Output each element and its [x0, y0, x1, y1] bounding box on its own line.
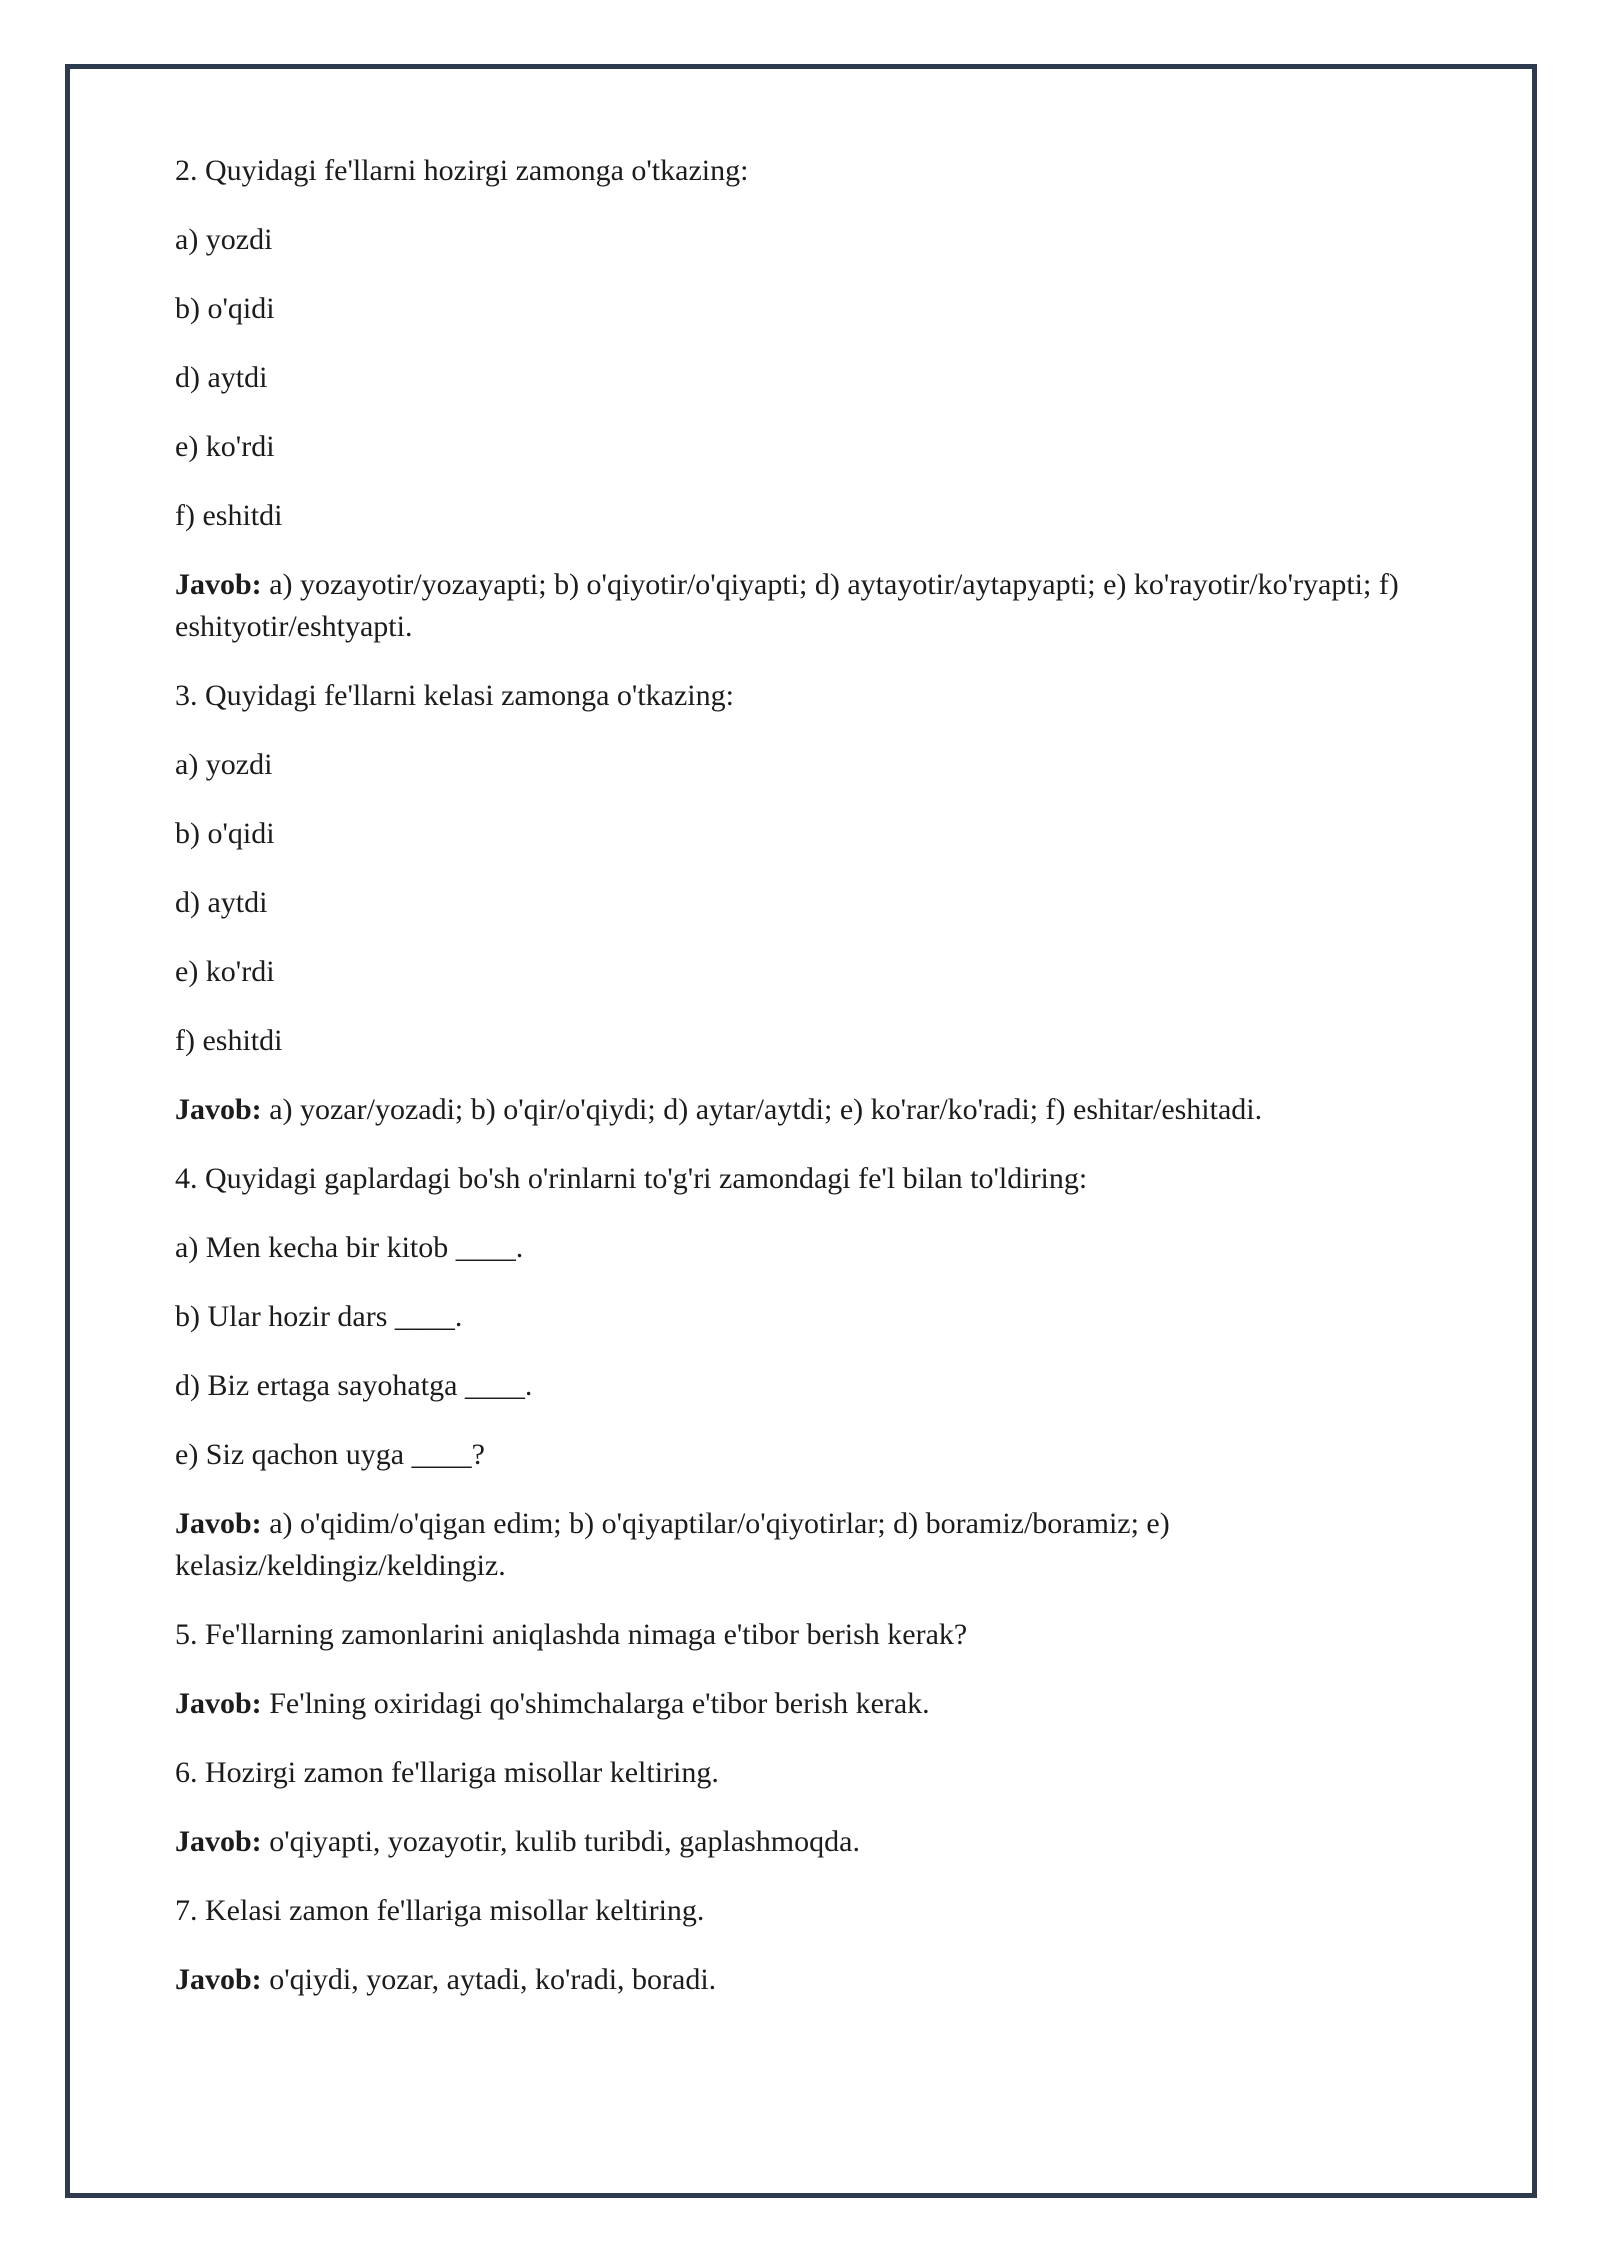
- q2-option-b: b) o'qidi: [175, 292, 275, 325]
- answer-label: Javob:: [175, 1963, 262, 1996]
- q6-answer: [175, 1821, 1425, 1863]
- answer-label: Javob:: [175, 1507, 262, 1540]
- q7-answer: [175, 1959, 1425, 2001]
- q2-answer: [175, 564, 1425, 648]
- q4-option-d: d) Biz ertaga sayohatga ____.: [175, 1369, 533, 1402]
- q5-answer: [175, 1683, 1425, 1725]
- answer-label: Javob:: [175, 1687, 262, 1720]
- q5-answer-text: Fe'lning oxiridagi qo'shimchalarga e'tibor berish kerak.: [269, 1687, 930, 1720]
- q2-answer-text: a) yozayotir/yozayapti; b) o'qiyotir/o'qiyapti; d) aytayotir/aytapyapti; e) ko'rayotir/ko'ryapti; f) eshityotir/eshtyapti.: [175, 568, 1399, 643]
- question-3: 3. Quyidagi fe'llarni kelasi zamonga o'tkazing:: [175, 679, 734, 712]
- q3-answer: [175, 1089, 1425, 1131]
- q3-option-e: e) ko'rdi: [175, 955, 275, 988]
- document-content: [175, 150, 1425, 2028]
- q2-option-d: d) aytdi: [175, 361, 268, 394]
- q4-answer-text: a) o'qidim/o'qigan edim; b) o'qiyaptilar/o'qiyotirlar; d) boramiz/boramiz; e) kelasiz/keldingiz/keldingiz.: [175, 1507, 1170, 1582]
- q3-option-a: a) yozdi: [175, 748, 273, 781]
- q4-option-e: e) Siz qachon uyga ____?: [175, 1438, 485, 1471]
- q2-option-f: f) eshitdi: [175, 499, 283, 532]
- question-2: 2. Quyidagi fe'llarni hozirgi zamonga o'tkazing:: [175, 154, 749, 187]
- q3-answer-text: a) yozar/yozadi; b) o'qir/o'qiydi; d) aytar/aytdi; e) ko'rar/ko'radi; f) eshitar/eshitadi.: [269, 1093, 1263, 1126]
- q3-option-b: b) o'qidi: [175, 817, 275, 850]
- q6-answer-text: o'qiyapti, yozayotir, kulib turibdi, gaplashmoqda.: [269, 1825, 860, 1858]
- q4-option-a: a) Men kecha bir kitob ____.: [175, 1231, 524, 1264]
- question-5: 5. Fe'llarning zamonlarini aniqlashda nimaga e'tibor berish kerak?: [175, 1618, 968, 1651]
- answer-label: Javob:: [175, 1825, 262, 1858]
- q4-option-b: b) Ular hozir dars ____.: [175, 1300, 463, 1333]
- q4-answer: [175, 1503, 1425, 1587]
- q7-answer-text: o'qiydi, yozar, aytadi, ko'radi, boradi.: [269, 1963, 717, 1996]
- q3-option-d: d) aytdi: [175, 886, 268, 919]
- question-6: 6. Hozirgi zamon fe'llariga misollar keltiring.: [175, 1756, 719, 1789]
- answer-label: Javob:: [175, 568, 262, 601]
- question-7: 7. Kelasi zamon fe'llariga misollar keltiring.: [175, 1894, 705, 1927]
- q2-option-e: e) ko'rdi: [175, 430, 275, 463]
- answer-label: Javob:: [175, 1093, 262, 1126]
- q3-option-f: f) eshitdi: [175, 1024, 283, 1057]
- q2-option-a: a) yozdi: [175, 223, 273, 256]
- question-4: 4. Quyidagi gaplardagi bo'sh o'rinlarni to'g'ri zamondagi fe'l bilan to'ldiring:: [175, 1162, 1088, 1195]
